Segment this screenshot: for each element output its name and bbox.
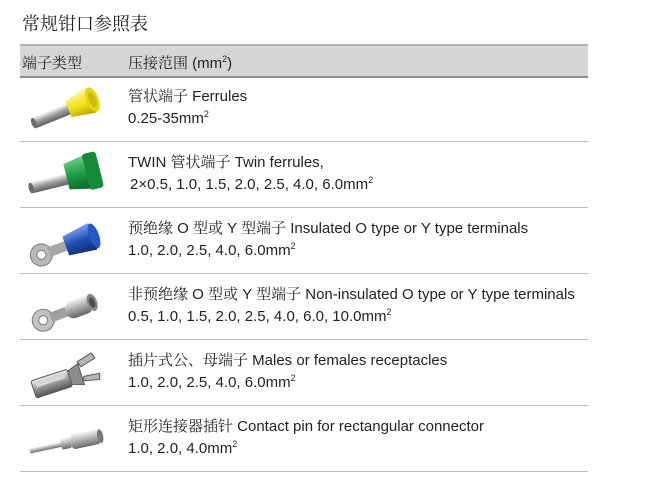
- row-range-value: 1.0, 2.0, 2.5, 4.0, 6.0mm: [128, 374, 291, 391]
- row-range-value: 1.0, 2.0, 4.0mm: [128, 440, 233, 457]
- row-text: [128, 218, 528, 262]
- row-name: 插片式公、母端子 Males or females receptacles: [128, 352, 448, 369]
- page-title: 常规钳口参照表: [22, 14, 148, 34]
- table-row-ferrules: [20, 76, 588, 142]
- table-row-contact-pins: [20, 406, 588, 472]
- green-twin-ferrule-icon: [20, 144, 110, 206]
- row-range-sup: 2: [290, 241, 296, 251]
- row-name: 非预绝缘 O 型或 Y 型端子 Non-insulated O type or Y type terminals: [128, 286, 575, 303]
- row-range-sup: 2: [290, 373, 296, 383]
- row-range: [128, 174, 373, 196]
- row-range-sup: 2: [232, 439, 238, 449]
- table-header: [20, 44, 588, 78]
- row-name: 矩形连接器插针 Contact pin for rectangular connector: [128, 418, 484, 435]
- row-text: [128, 152, 373, 196]
- row-range-sup: 2: [386, 307, 392, 317]
- row-range: [128, 306, 575, 328]
- yellow-ferrule-icon: [20, 78, 110, 140]
- table-row-twin-ferrules: [20, 142, 588, 208]
- row-text: [128, 86, 247, 130]
- row-name: TWIN 管状端子 Twin ferrules,: [128, 154, 324, 171]
- row-range: [128, 240, 528, 262]
- row-range-value: 2×0.5, 1.0, 1.5, 2.0, 2.5, 4.0, 6.0mm: [130, 176, 369, 193]
- row-range: [128, 372, 447, 394]
- row-text: [128, 284, 575, 328]
- row-range-value: 1.0, 2.0, 2.5, 4.0, 6.0mm: [128, 242, 291, 259]
- table-row-non-insulated-terminals: [20, 274, 588, 340]
- row-range: [128, 108, 247, 130]
- row-range: [128, 438, 484, 460]
- header-crimp-range-close: ): [227, 55, 233, 72]
- header-crimp-range-sup: 2: [222, 54, 228, 64]
- header-crimp-range: [128, 52, 232, 73]
- row-name: 预绝缘 O 型或 Y 型端子 Insulated O type or Y type terminals: [128, 220, 529, 237]
- row-range-sup: 2: [203, 109, 209, 119]
- table-row-insulated-terminals: [20, 208, 588, 274]
- blue-ring-terminal-icon: [20, 210, 110, 272]
- row-range-sup: 2: [368, 175, 374, 185]
- row-name: 管状端子 Ferrules: [128, 88, 248, 105]
- contact-pin-icon: [20, 408, 110, 470]
- header-crimp-range-label: 压接范围 (mm: [128, 55, 223, 72]
- row-range-value: 0.25-35mm: [128, 110, 204, 127]
- flat-receptacle-icon: [20, 342, 110, 404]
- row-range-value: 0.5, 1.0, 1.5, 2.0, 2.5, 4.0, 6.0, 10.0mm: [128, 308, 387, 325]
- header-terminal-type: 端子类型: [22, 55, 83, 72]
- row-text: [128, 416, 484, 460]
- row-text: [128, 350, 447, 394]
- table-row-receptacles: [20, 340, 588, 406]
- row-divider: [20, 471, 588, 472]
- bare-ring-terminal-icon: [20, 276, 110, 338]
